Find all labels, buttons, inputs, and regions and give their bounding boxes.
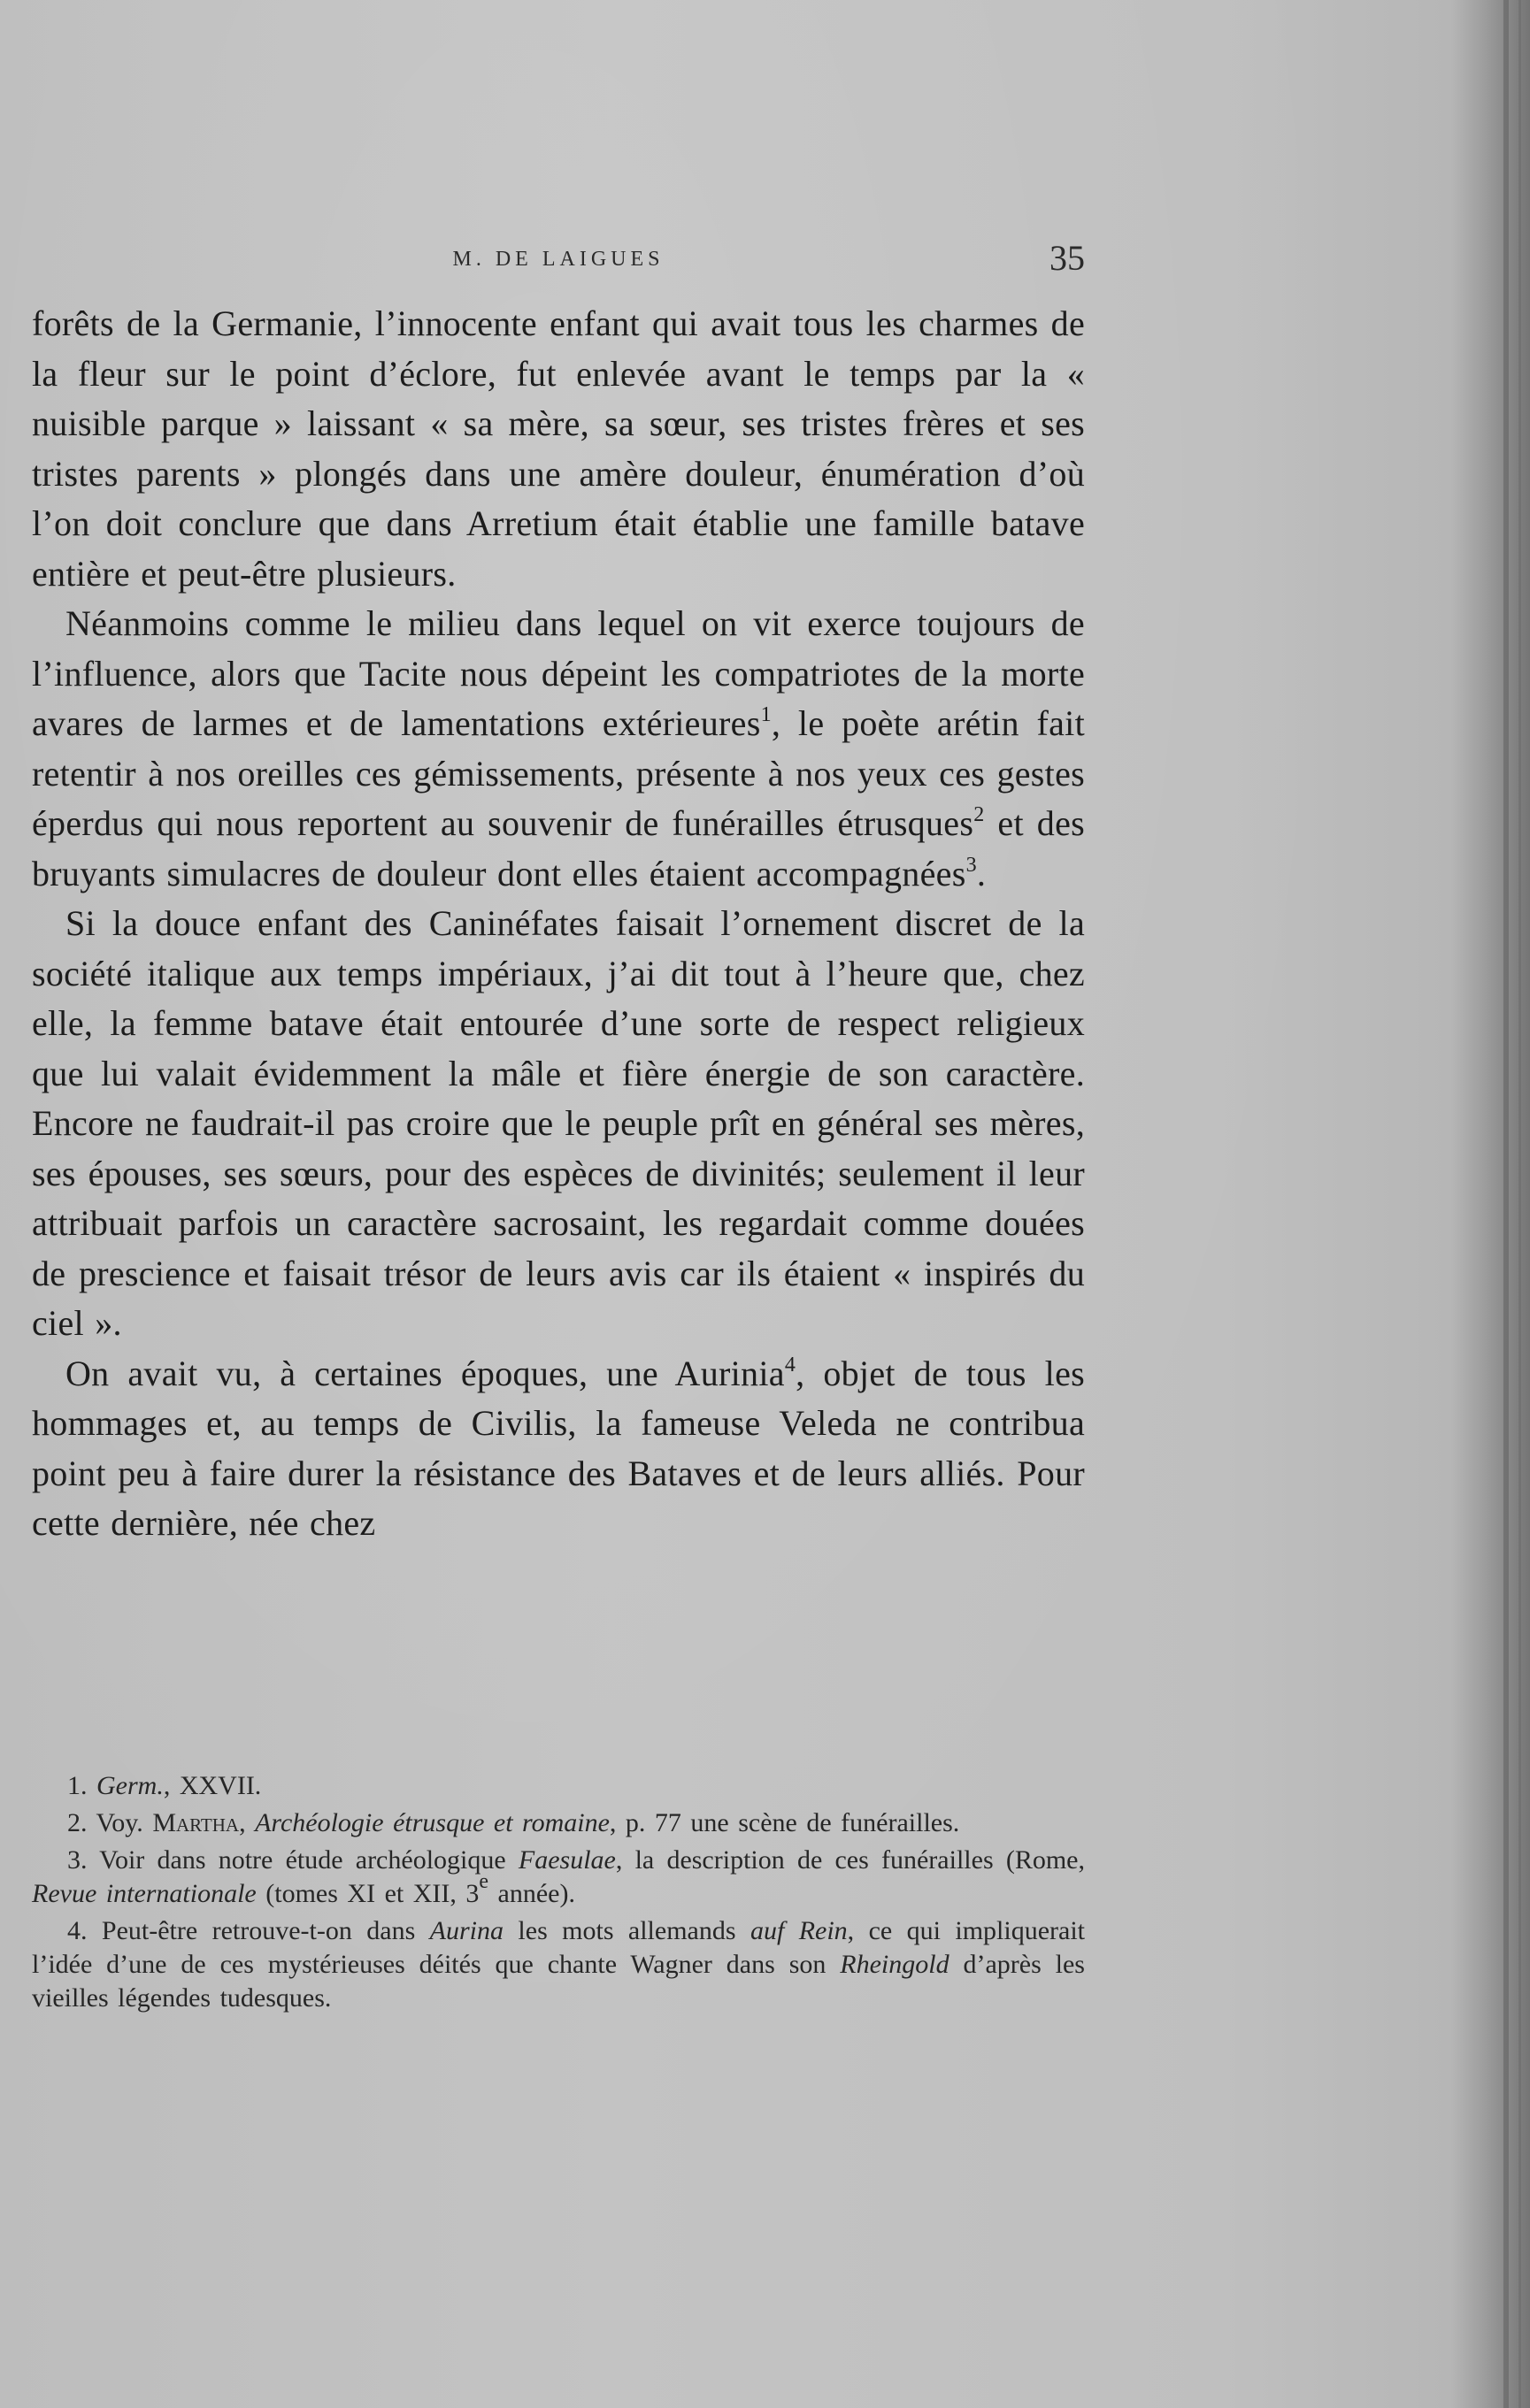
footnote-marker: 2 (973, 803, 985, 826)
body-paragraph (32, 1349, 1085, 1549)
text-segment: , p. 77 une scène de funérailles. (609, 1808, 960, 1837)
text-segment: année). (488, 1879, 575, 1908)
page-edge-line-outer (1518, 0, 1521, 2408)
text-segment: , (239, 1808, 256, 1837)
page-edge-line (1503, 0, 1509, 2408)
footnote-marker: 4 (784, 1353, 796, 1377)
text-segment: et des bruyants simulacres de douleur dont elles étaient accompagnées (32, 803, 1085, 893)
text-segment: d’après les vieilles légendes tudesques. (32, 1950, 1085, 2013)
footnote-marker: 1 (760, 703, 772, 726)
small-caps-text: Martha (152, 1808, 240, 1837)
body-text (32, 299, 1085, 1549)
text-segment: 2. Voy. (67, 1808, 153, 1837)
footnote-marker: e (479, 1870, 489, 1893)
running-title: M. DE LAIGUES (452, 248, 665, 271)
text-segment: (tomes XI et XII, 3 (256, 1879, 480, 1908)
text-segment: , la description de ces funérailles (Rome, (615, 1845, 1085, 1875)
body-paragraph (32, 299, 1085, 599)
text-segment: . (976, 853, 987, 893)
text-segment: les mots allemands (504, 1916, 750, 1945)
footnote (32, 1844, 1085, 1911)
italic-text: Archéologie étrusque et romaine (255, 1808, 610, 1837)
text-segment: 3. Voir dans notre étude archéologique (67, 1845, 519, 1875)
text-segment: , ce qui impliquerait l’idée d’une de ces mystérieuses déités que chante Wagner dans son (32, 1916, 1085, 1979)
body-paragraph (32, 599, 1085, 899)
body-paragraph (32, 899, 1085, 1349)
footnote (32, 1806, 1085, 1840)
italic-text: Rheingold (840, 1950, 950, 1979)
page-number: 35 (1049, 238, 1085, 278)
text-segment: 1. (67, 1771, 96, 1800)
footnote-marker: 3 (965, 853, 977, 877)
text-segment: Néanmoins comme le milieu dans lequel on vit exerce toujours de l’influence, alors que Tacite nous dépeint les compatriotes de la morte avares de larmes et de lamentations extérieures (32, 603, 1085, 743)
footnote (32, 1914, 1085, 2015)
italic-text: auf Rein (750, 1916, 848, 1945)
text-segment: , objet de tous les hommages et, au temps de Civilis, la fameuse Veleda ne contribua point peu à faire durer la résistance des Bataves et de leurs alliés. Pour cette dernière, née chez (32, 1353, 1085, 1543)
text-segment: , le poète arétin fait retentir à nos oreilles ces gémissements, présente à nos yeux ces gestes éperdus qui nous reportent au souvenir de funérailles étrusques (32, 703, 1085, 843)
running-head (32, 237, 1085, 283)
italic-text: Germ. (96, 1771, 164, 1800)
footnotes (32, 1769, 1085, 2019)
text-segment: forêts de la Germanie, l’innocente enfant qui avait tous les charmes de la fleur sur le point d’éclore, fut enlevée avant le temps par la « nuisible parque » laissant « sa mère, sa sœur, ses tristes frères et ses tristes parents » plongés dans une amère douleur, énumération d’où l’on doit conclure que dans Arretium était établie une famille batave entière et peut-être plusieurs. (32, 303, 1085, 594)
text-segment: 4. Peut-être retrouve-t-on dans (67, 1916, 430, 1945)
footnote (32, 1769, 1085, 1803)
text-segment: , XXVII. (163, 1771, 262, 1800)
italic-text: Revue internationale (32, 1879, 257, 1908)
text-segment: On avait vu, à certaines époques, une Aurinia (65, 1353, 785, 1393)
italic-text: Faesulae (518, 1845, 616, 1875)
italic-text: Aurina (429, 1916, 504, 1945)
text-segment: Si la douce enfant des Caninéfates faisait l’ornement discret de la société italique aux temps impériaux, j’ai dit tout à l’heure que, chez elle, la femme batave était entourée d’une sorte de respect religieux que lui valait évidemment la mâle et fière énergie de son caractère. Encore ne faudrait-il pas croire que le peuple prît en général ses mères, ses épouses, ses sœurs, pour des espèces de divinités; seulement il leur attribuait parfois un caractère sacrosaint, les regardait comme douées de prescience et faisait trésor de leurs avis car ils étaient « inspirés du ciel ». (32, 903, 1085, 1343)
